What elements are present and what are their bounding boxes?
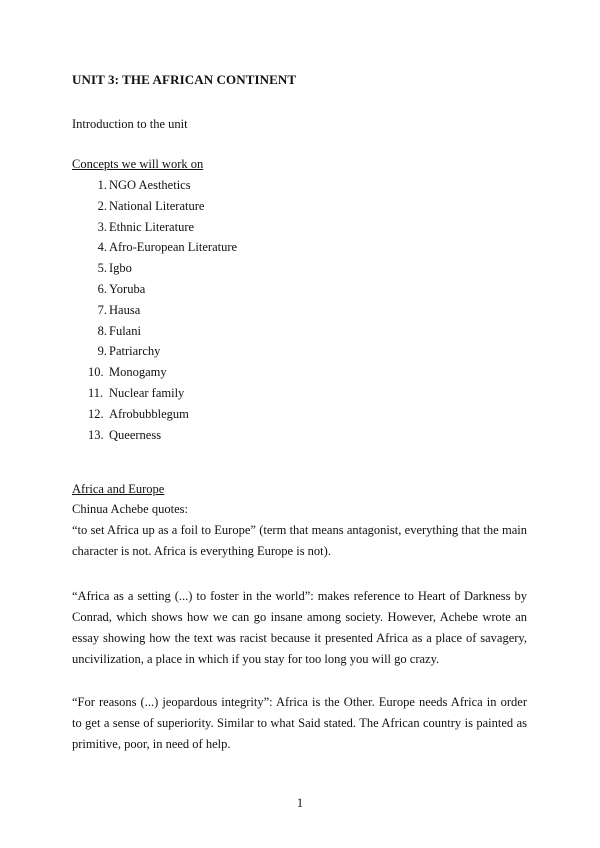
list-item-label: Queerness [109, 427, 162, 442]
list-item-number: 3. [97, 219, 107, 234]
chinua-line: Chinua Achebe quotes: [72, 502, 188, 516]
page-number: 1 [296, 796, 304, 810]
list-item-label: NGO Aesthetics [109, 178, 191, 192]
list-item-label: National Literature [109, 198, 205, 213]
paragraph-foil: “to set Africa up as a foil to Europe” (term that means antagonist, everything that the main character is not. Africa is everything Europe is not). [72, 523, 527, 558]
list-item-label: Afro-European Literature [109, 240, 238, 255]
list-item-number: 11. [88, 385, 104, 400]
concepts-heading: Concepts we will work on [72, 157, 204, 171]
list-item-label: Igbo [109, 261, 132, 276]
list-item-label: Ethnic Literature [109, 219, 195, 234]
unit-title: UNIT 3: THE AFRICAN CONTINENT [72, 72, 297, 87]
list-item-number: 6. [97, 281, 107, 296]
list-item-number: 5. [97, 261, 107, 276]
list-item-label: Yoruba [109, 281, 146, 296]
list-item-number: 10. [88, 365, 104, 380]
intro-line: Introduction to the unit [72, 117, 188, 131]
list-item-number: 13. [88, 427, 104, 442]
list-item-number: 1. [97, 178, 107, 192]
list-item-number: 8. [97, 323, 107, 338]
list-item-label: Patriarchy [109, 344, 161, 359]
list-item-number: 4. [97, 240, 107, 255]
section-heading-africa-europe: Africa and Europe [72, 482, 165, 496]
paragraph-setting: “Africa as a setting (...) to foster in the world”: makes reference to Heart of Darkness by Conrad, which shows how we can go insane among society. However, Achebe wrote an essay showing how the text was racist because it presented Africa as a place of savagery, uncivilization, a place in which if you stay for too long you will go crazy. [72, 589, 527, 666]
list-item-number: 2. [97, 198, 107, 213]
list-item-number: 9. [97, 344, 107, 359]
list-item-label: Afrobubblegum [109, 406, 189, 421]
paragraph-other: “For reasons (...) jeopardous integrity”: Africa is the Other. Europe needs Africa in order to get a sense of superiority. Similar to what Said stated. The African country is painted as primitive, poor, in need of help. [72, 695, 527, 751]
list-item-label: Monogamy [109, 365, 167, 380]
list-item-label: Nuclear family [109, 385, 185, 400]
list-item-number: 7. [97, 302, 107, 317]
list-item-number: 12. [88, 406, 104, 421]
list-item-label: Hausa [109, 302, 141, 317]
list-item-label: Fulani [109, 323, 141, 338]
